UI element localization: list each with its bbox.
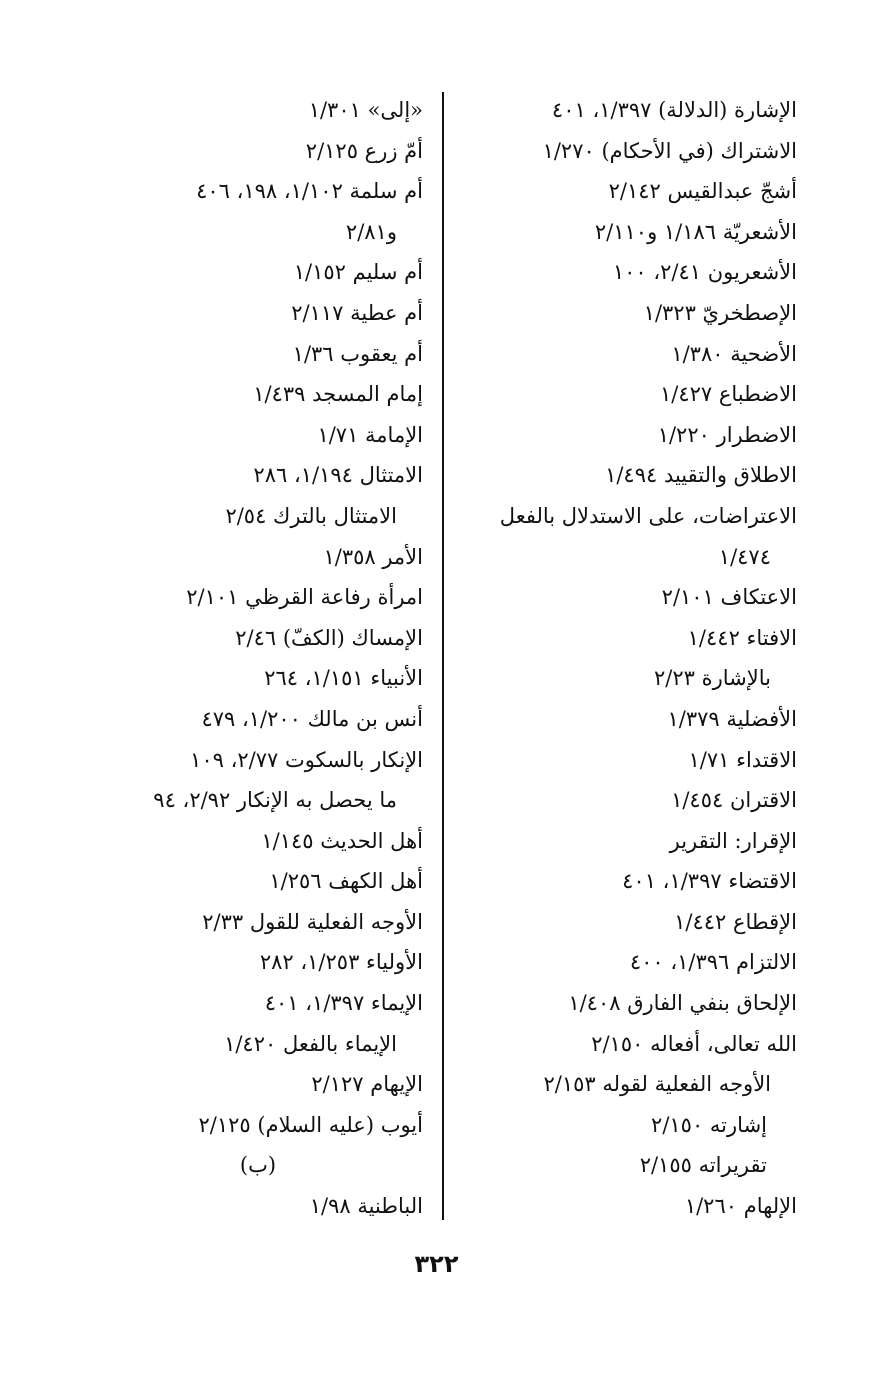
index-entry: الإقطاع ١/٤٤٢ [674, 909, 797, 934]
index-entry: (ب) [239, 1153, 277, 1178]
index-entry: أم سليم ١/١٥٢ [293, 260, 423, 285]
index-entry: الإشارة (الدلالة) ١/٣٩٧، ٤٠١ [551, 98, 797, 122]
index-entry: الأوجه الفعلية لقوله ٢/١٥٣ [543, 1072, 771, 1097]
index-entry: الإلهام ١/٢٦٠ [684, 1194, 797, 1219]
index-entry: أم سلمة ١/١٠٢، ١٩٨، ٤٠٦ [196, 179, 423, 204]
column-divider [442, 92, 444, 1220]
index-entry: الإيهام ٢/١٢٧ [311, 1072, 423, 1097]
index-entry: امرأة رفاعة القرظي ٢/١٠١ [186, 585, 423, 610]
index-entry: الاقتران ١/٤٥٤ [671, 788, 797, 813]
index-entry: إمام المسجد ١/٤٣٩ [253, 382, 423, 407]
index-entry: تقريراته ٢/١٥٥ [639, 1153, 767, 1178]
index-entry: الاقتضاء ١/٣٩٧، ٤٠١ [622, 869, 797, 894]
index-entry: الأفضلية ١/٣٧٩ [667, 706, 797, 731]
index-entry: أمّ زرع ٢/١٢٥ [305, 138, 423, 163]
index-entry: الافتاء ١/٤٤٢ [687, 625, 797, 650]
left-index-column [93, 90, 423, 1227]
index-entry: بالإشارة ٢/٢٣ [654, 666, 771, 691]
index-entry: أهل الكهف ١/٢٥٦ [269, 869, 423, 894]
index-entry: الإنكار بالسكوت ٢/٧٧، ١٠٩ [190, 747, 423, 772]
index-entry: الإيماء ١/٣٩٧، ٤٠١ [264, 991, 423, 1016]
index-entry: الإيماء بالفعل ١/٤٢٠ [224, 1031, 397, 1056]
index-entry: الاطلاق والتقييد ١/٤٩٤ [605, 463, 797, 488]
index-entry: الأشعريون ٢/٤١، ١٠٠ [612, 260, 797, 285]
index-entry: الاشتراك (في الأحكام) ١/٢٧٠ [542, 138, 797, 163]
index-entry: الاعتراضات، على الاستدلال بالفعل [499, 503, 797, 528]
index-entry: الامتثال بالترك ٢/٥٤ [225, 503, 397, 528]
index-entry: الإقرار: التقرير [669, 828, 797, 853]
index-entry: «إلى» ١/٣٠١ [308, 98, 423, 122]
index-entry: الاضطرار ١/٢٢٠ [657, 422, 797, 447]
index-entry: ١/٤٧٤ [718, 544, 771, 569]
page-number: ٣٢٢ [414, 1250, 459, 1278]
index-entry: الاقتداء ١/٧١ [688, 747, 797, 772]
index-entry: الاضطباع ١/٤٢٧ [659, 382, 797, 407]
index-entry: أنس بن مالك ١/٢٠٠، ٤٧٩ [201, 706, 423, 731]
index-entry: الإصطخريّ ١/٣٢٣ [643, 300, 797, 325]
right-index-column [467, 90, 797, 1227]
index-entry: أهل الحديث ١/١٤٥ [261, 828, 423, 853]
index-entry: الله تعالى، أفعاله ٢/١٥٠ [591, 1031, 797, 1056]
index-entry: أم عطية ٢/١١٧ [291, 300, 423, 325]
index-entry: الأوجه الفعلية للقول ٢/٣٣ [202, 909, 423, 934]
index-entry: الامتثال ١/١٩٤، ٢٨٦ [253, 463, 423, 488]
index-entry: ما يحصل به الإنكار ٢/٩٢، ٩٤ [153, 788, 397, 813]
index-entry: الأمر ١/٣٥٨ [323, 544, 423, 569]
index-entry: الإلحاق بنفي الفارق ١/٤٠٨ [568, 991, 797, 1016]
index-entry: الالتزام ١/٣٩٦، ٤٠٠ [629, 950, 797, 975]
index-entry: الباطنية ١/٩٨ [309, 1194, 423, 1219]
index-entry: الأشعريّة ١/١٨٦ و٢/١١٠ [594, 219, 797, 244]
index-entry: أشجّ عبدالقيس ٢/١٤٢ [608, 179, 797, 204]
index-entry: أم يعقوب ١/٣٦ [292, 341, 423, 366]
index-entry: الأضحية ١/٣٨٠ [671, 341, 797, 366]
index-entry: الإمامة ١/٧١ [317, 422, 423, 447]
index-entry: الاعتكاف ٢/١٠١ [661, 585, 797, 610]
index-entry: الأنبياء ١/١٥١، ٢٦٤ [264, 666, 423, 691]
index-entry: الإمساك (الكفّ) ٢/٤٦ [235, 625, 423, 650]
index-entry: أيوب (عليه السلام) ٢/١٢٥ [198, 1112, 423, 1137]
index-entry: الأولياء ١/٢٥٣، ٢٨٢ [259, 950, 423, 975]
index-entry: إشارته ٢/١٥٠ [651, 1112, 767, 1137]
index-entry: و٢/٨١ [345, 219, 397, 244]
